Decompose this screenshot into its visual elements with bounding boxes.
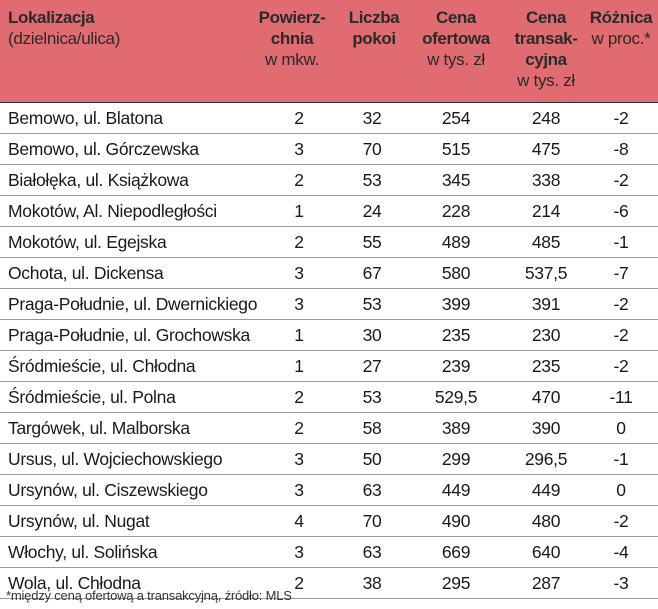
cell-difference: 0 — [616, 418, 626, 438]
cell-rooms: 53 — [362, 170, 382, 190]
cell-location: Śródmieście, ul. Polna — [8, 387, 176, 407]
cell-difference: -2 — [613, 511, 629, 531]
cell-location: Praga-Południe, ul. Dwernickiego — [8, 294, 258, 314]
cell-area: 3 — [294, 542, 304, 562]
cell-difference: -4 — [613, 542, 629, 562]
cell-difference: -6 — [613, 201, 629, 221]
cell-transaction-price: 214 — [531, 201, 561, 221]
cell-area: 2 — [294, 232, 304, 252]
cell-difference: -2 — [613, 108, 629, 128]
cell-transaction-price: 296,5 — [524, 449, 568, 469]
table-row — [0, 289, 658, 320]
cell-rooms: 24 — [362, 201, 382, 221]
cell-transaction-price: 390 — [531, 418, 561, 438]
cell-transaction-price: 485 — [531, 232, 561, 252]
header-rooms-title-2: pokoi — [352, 29, 396, 48]
cell-area: 3 — [294, 294, 304, 314]
cell-rooms: 27 — [362, 356, 382, 376]
cell-difference: -2 — [613, 294, 629, 314]
cell-offer-price: 299 — [441, 449, 471, 469]
cell-offer-price: 449 — [441, 480, 471, 500]
header-trans-title-3: cyjna — [525, 50, 567, 69]
table-row — [0, 196, 658, 227]
header-location-subtitle: (dzielnica/ulica) — [8, 29, 121, 48]
cell-area: 4 — [294, 511, 304, 531]
cell-location: Wola, ul. Chłodna — [8, 573, 141, 593]
cell-difference: -1 — [613, 232, 629, 252]
cell-transaction-price: 640 — [531, 542, 561, 562]
header-trans-title-1: Cena — [526, 8, 566, 27]
header-offer-unit: w tys. zł — [427, 50, 485, 69]
header-area — [240, 7, 344, 70]
cell-rooms: 32 — [362, 108, 382, 128]
cell-location: Śródmieście, ul. Chłodna — [8, 356, 196, 376]
cell-area: 1 — [294, 356, 304, 376]
cell-offer-price: 389 — [441, 418, 471, 438]
cell-offer-price: 399 — [441, 294, 471, 314]
cell-difference: -2 — [613, 325, 629, 345]
table-row — [0, 351, 658, 382]
header-transaction-price — [500, 7, 592, 91]
header-location-title: Lokalizacja — [8, 8, 95, 27]
cell-location: Ursynów, ul. Nugat — [8, 511, 150, 531]
cell-area: 3 — [294, 480, 304, 500]
cell-location: Ochota, ul. Dickensa — [8, 263, 164, 283]
header-trans-title-2: transak- — [514, 29, 578, 48]
cell-location: Białołęka, ul. Książkowa — [8, 170, 189, 190]
cell-rooms: 30 — [362, 325, 382, 345]
cell-difference: -11 — [609, 387, 633, 407]
cell-transaction-price: 287 — [531, 573, 561, 593]
cell-location: Targówek, ul. Malborska — [8, 418, 190, 438]
table-row — [0, 103, 658, 134]
table-body — [0, 103, 658, 599]
header-rooms-title-1: Liczba — [348, 8, 400, 27]
cell-transaction-price: 449 — [531, 480, 561, 500]
cell-offer-price: 669 — [441, 542, 471, 562]
cell-offer-price: 580 — [441, 263, 471, 283]
cell-area: 3 — [294, 139, 304, 159]
table-row — [0, 475, 658, 506]
cell-offer-price: 515 — [441, 139, 471, 159]
cell-rooms: 53 — [362, 387, 382, 407]
table-row — [0, 258, 658, 289]
cell-offer-price: 295 — [441, 573, 471, 593]
cell-transaction-price: 480 — [531, 511, 561, 531]
cell-transaction-price: 230 — [531, 325, 561, 345]
cell-difference: -3 — [613, 573, 629, 593]
cell-area: 2 — [294, 108, 304, 128]
cell-rooms: 67 — [362, 263, 382, 283]
cell-rooms: 55 — [362, 232, 382, 252]
cell-offer-price: 254 — [441, 108, 471, 128]
cell-transaction-price: 470 — [531, 387, 561, 407]
cell-location: Praga-Południe, ul. Grochowska — [8, 325, 250, 345]
cell-offer-price: 239 — [441, 356, 471, 376]
cell-offer-price: 228 — [441, 201, 471, 221]
cell-offer-price: 235 — [441, 325, 471, 345]
cell-rooms: 70 — [362, 511, 382, 531]
table-row — [0, 165, 658, 196]
header-area-title-1: Powierz- — [258, 8, 326, 27]
cell-area: 1 — [294, 201, 304, 221]
table-row — [0, 444, 658, 475]
cell-offer-price: 529,5 — [434, 387, 478, 407]
header-trans-unit: w tys. zł — [517, 71, 575, 90]
cell-location: Ursus, ul. Wojciechowskiego — [8, 449, 223, 469]
header-area-title-2: chnia — [270, 29, 314, 48]
cell-difference: -7 — [613, 263, 629, 283]
header-diff-title: Różnica — [589, 8, 653, 27]
table-header — [0, 0, 658, 103]
cell-area: 2 — [294, 573, 304, 593]
table-row — [0, 320, 658, 351]
header-diff-unit: w proc.* — [591, 29, 651, 48]
table-row — [0, 506, 658, 537]
header-location — [8, 7, 248, 49]
cell-offer-price: 489 — [441, 232, 471, 252]
header-offer-price — [412, 7, 500, 70]
cell-difference: 0 — [616, 480, 626, 500]
cell-area: 3 — [294, 449, 304, 469]
cell-rooms: 58 — [362, 418, 382, 438]
header-difference — [584, 7, 658, 49]
table-row — [0, 134, 658, 165]
cell-location: Bemowo, ul. Górczewska — [8, 139, 199, 159]
cell-area: 2 — [294, 170, 304, 190]
cell-difference: -1 — [613, 449, 629, 469]
cell-difference: -8 — [613, 139, 629, 159]
cell-rooms: 63 — [362, 480, 382, 500]
cell-transaction-price: 248 — [531, 108, 561, 128]
cell-difference: -2 — [613, 170, 629, 190]
footnote: *między ceną ofertową a transakcyjną, źródło: MLS — [6, 588, 292, 603]
cell-rooms: 53 — [362, 294, 382, 314]
cell-location: Mokotów, ul. Egejska — [8, 232, 167, 252]
cell-area: 2 — [294, 387, 304, 407]
cell-transaction-price: 235 — [531, 356, 561, 376]
cell-transaction-price: 338 — [531, 170, 561, 190]
cell-area: 2 — [294, 418, 304, 438]
cell-location: Bemowo, ul. Blatona — [8, 108, 163, 128]
cell-offer-price: 490 — [441, 511, 471, 531]
cell-transaction-price: 391 — [531, 294, 561, 314]
cell-area: 1 — [294, 325, 304, 345]
cell-location: Ursynów, ul. Ciszewskiego — [8, 480, 208, 500]
table-row — [0, 537, 658, 568]
cell-rooms: 63 — [362, 542, 382, 562]
cell-transaction-price: 475 — [531, 139, 561, 159]
header-rooms — [337, 7, 411, 49]
table-row — [0, 413, 658, 444]
cell-area: 3 — [294, 263, 304, 283]
table-row — [0, 227, 658, 258]
table-row — [0, 382, 658, 413]
header-offer-title-1: Cena — [436, 8, 476, 27]
cell-offer-price: 345 — [441, 170, 471, 190]
cell-difference: -2 — [613, 356, 629, 376]
cell-rooms: 70 — [362, 139, 382, 159]
cell-rooms: 38 — [362, 573, 382, 593]
cell-transaction-price: 537,5 — [524, 263, 568, 283]
header-area-unit: w mkw. — [265, 50, 319, 69]
cell-location: Włochy, ul. Solińska — [8, 542, 158, 562]
cell-rooms: 50 — [362, 449, 382, 469]
header-offer-title-2: ofertowa — [422, 29, 490, 48]
cell-location: Mokotów, Al. Niepodległości — [8, 201, 217, 221]
